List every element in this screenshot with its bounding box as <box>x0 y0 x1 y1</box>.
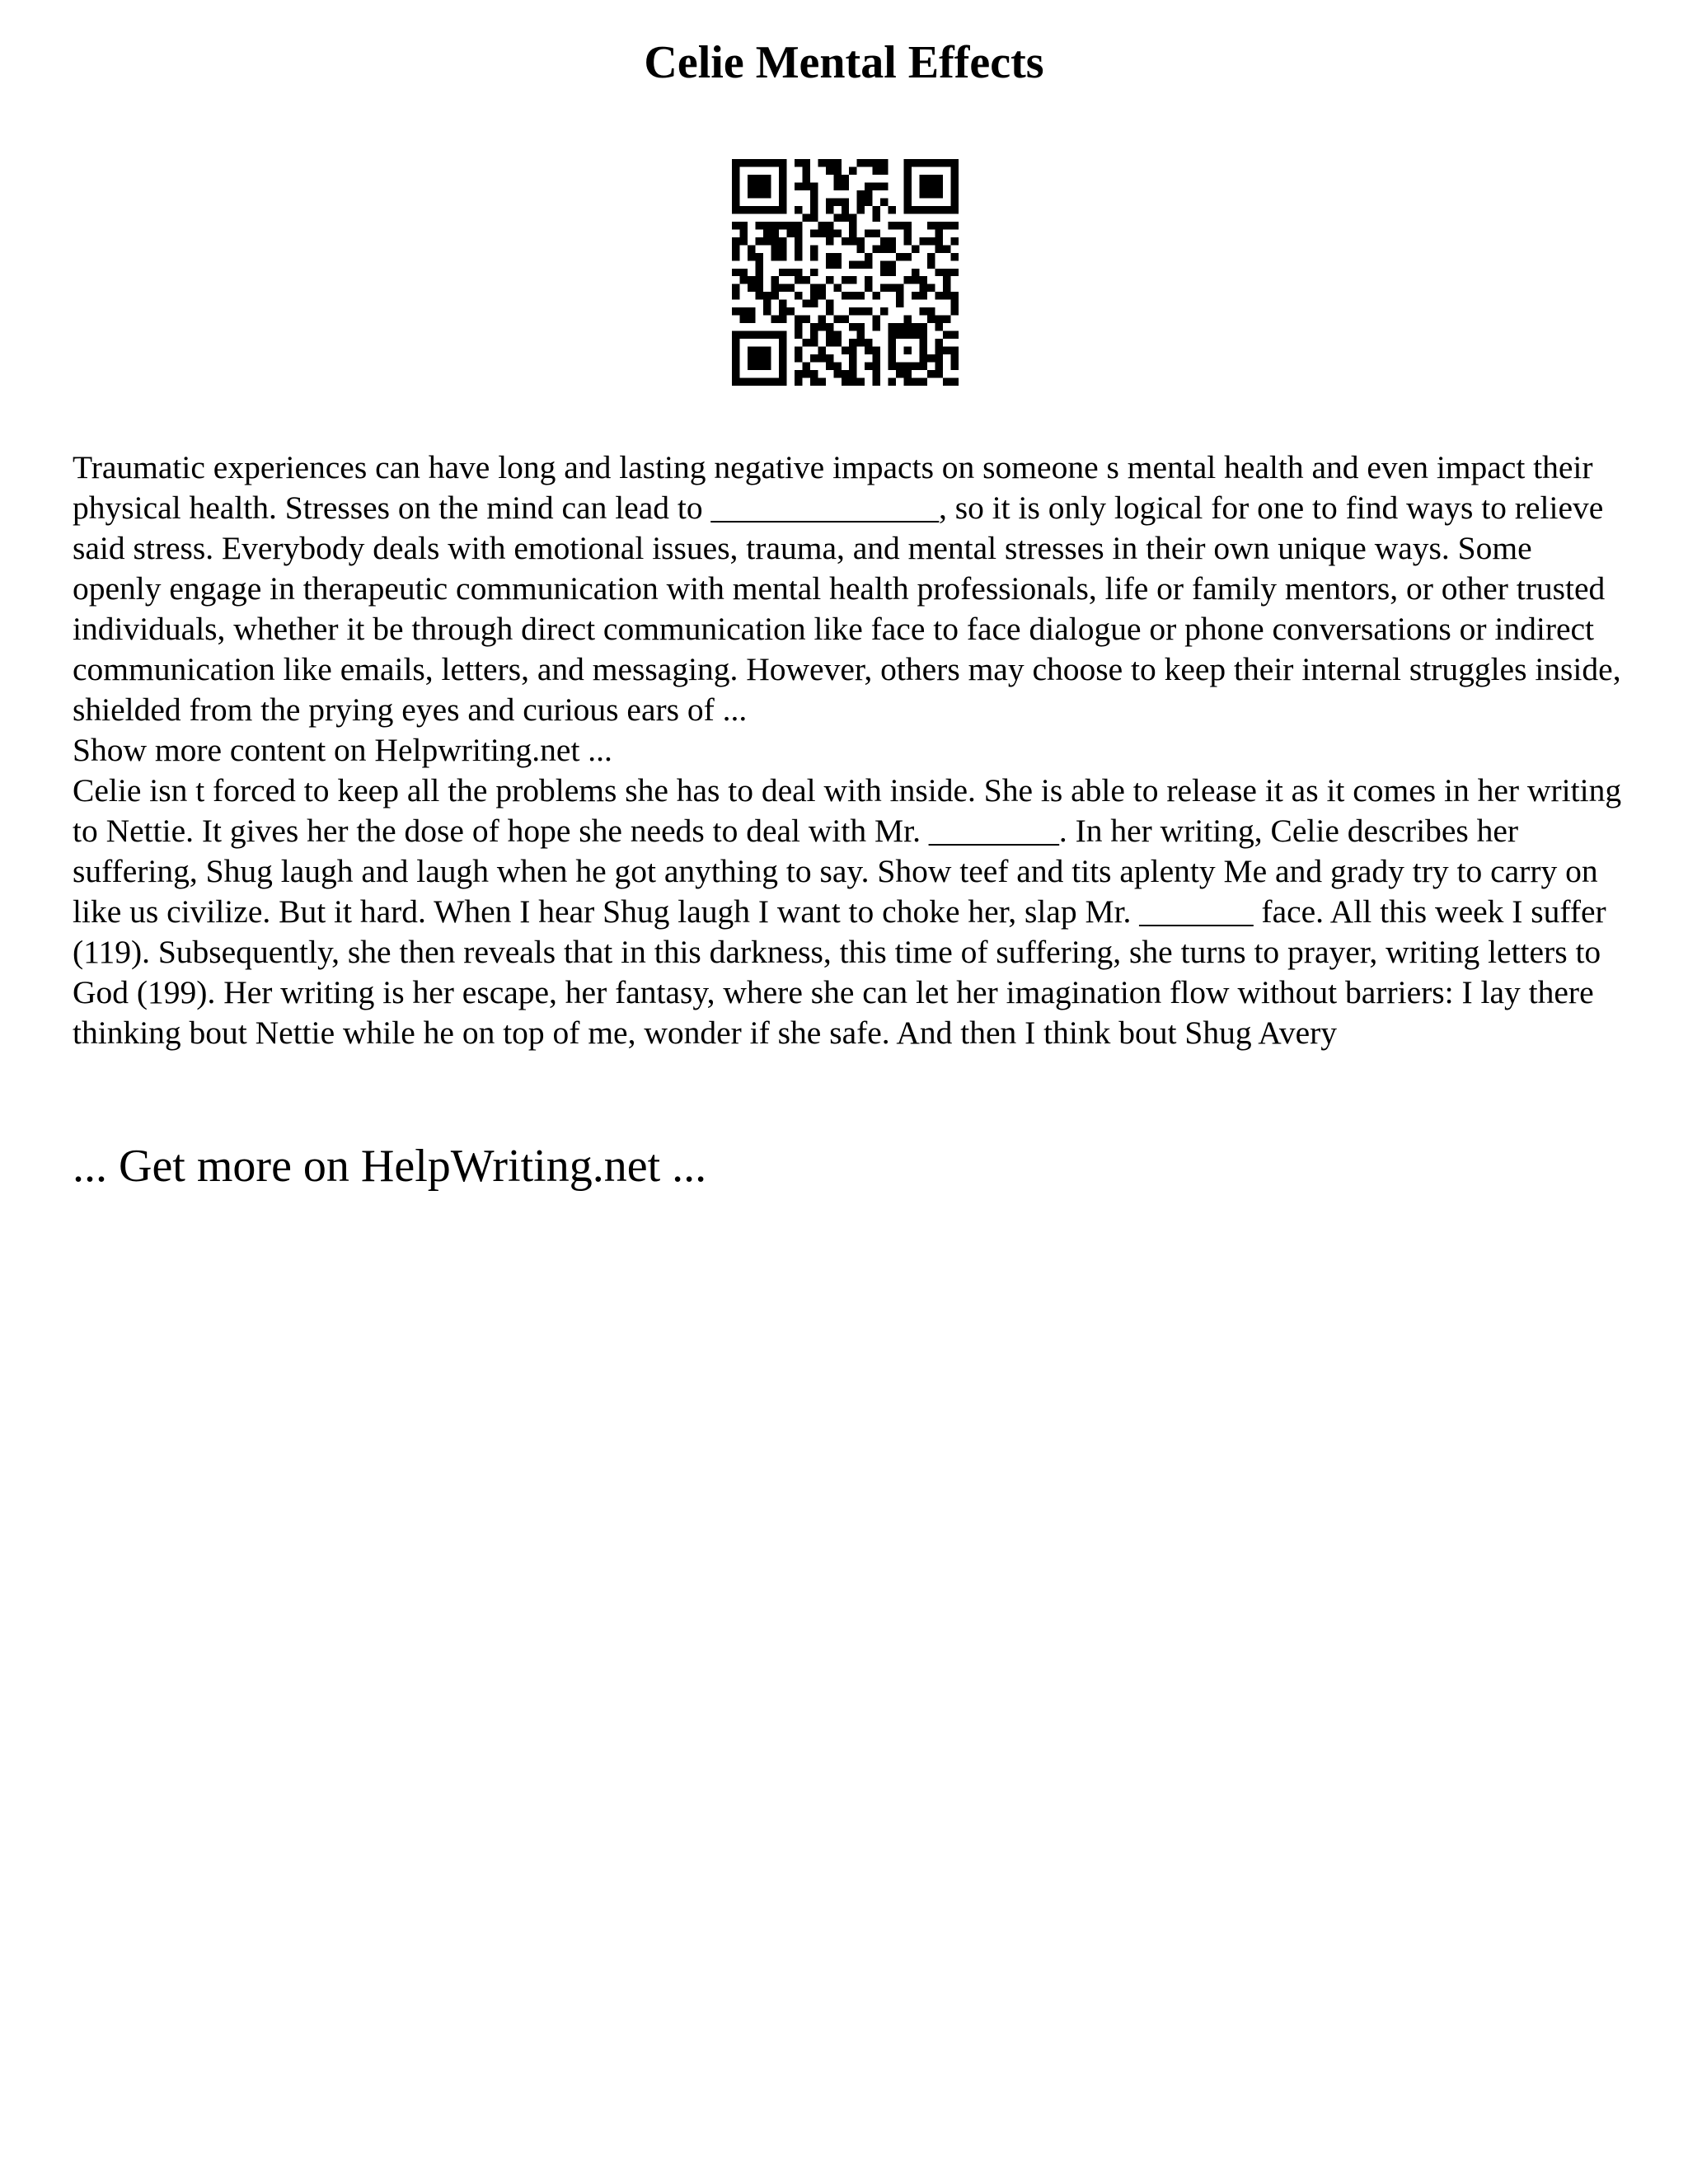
page-title: Celie Mental Effects <box>644 37 1044 88</box>
get-more-link[interactable]: ... Get more on HelpWriting.net ... <box>73 1141 707 1192</box>
qr-code-icon <box>732 159 959 386</box>
paragraph-1: Traumatic experiences can have long and lasting negative impacts on someone s mental health and even impact their physical health. Stresses on the mind can lead to ______________, so it is only logical for one to find ways to relieve said stress. Everybody deals with emotional issues, trauma, and mental stresses in their own unique ways. Some openly engage in therapeutic communication with mental health professionals, life or family mentors, or other trusted individuals, whether it be through direct communication like face to face dialogue or phone conversations or indirect communication like emails, letters, and messaging. However, others may choose to keep their internal struggles inside, shielded from the prying eyes and curious ears of ... <box>73 449 1621 728</box>
show-more-link[interactable]: Show more content on Helpwriting.net ... <box>73 732 612 768</box>
paragraph-2: Celie isn t forced to keep all the problems she has to deal with inside. She is able to release it as it comes in her writing to Nettie. It gives her the dose of hope she needs to deal with Mr. ________. In her writing, Celie describes her suffering, Shug laugh and laugh when he got anything to say. Show teef and tits aplenty Me and grady try to carry on like us civilize. But it hard. When I hear Shug laugh I want to choke her, slap Mr. _______ face. All this week I suffer (119). Subsequently, she then reveals that in this darkness, this time of suffering, she turns to prayer, writing letters to God (199). Her writing is her escape, her fantasy, where she can let her imagination flow without barriers: I lay there thinking bout Nettie while he on top of me, wonder if she safe. And then I think bout Shug Avery <box>73 772 1622 1051</box>
article-body <box>73 448 1622 1053</box>
